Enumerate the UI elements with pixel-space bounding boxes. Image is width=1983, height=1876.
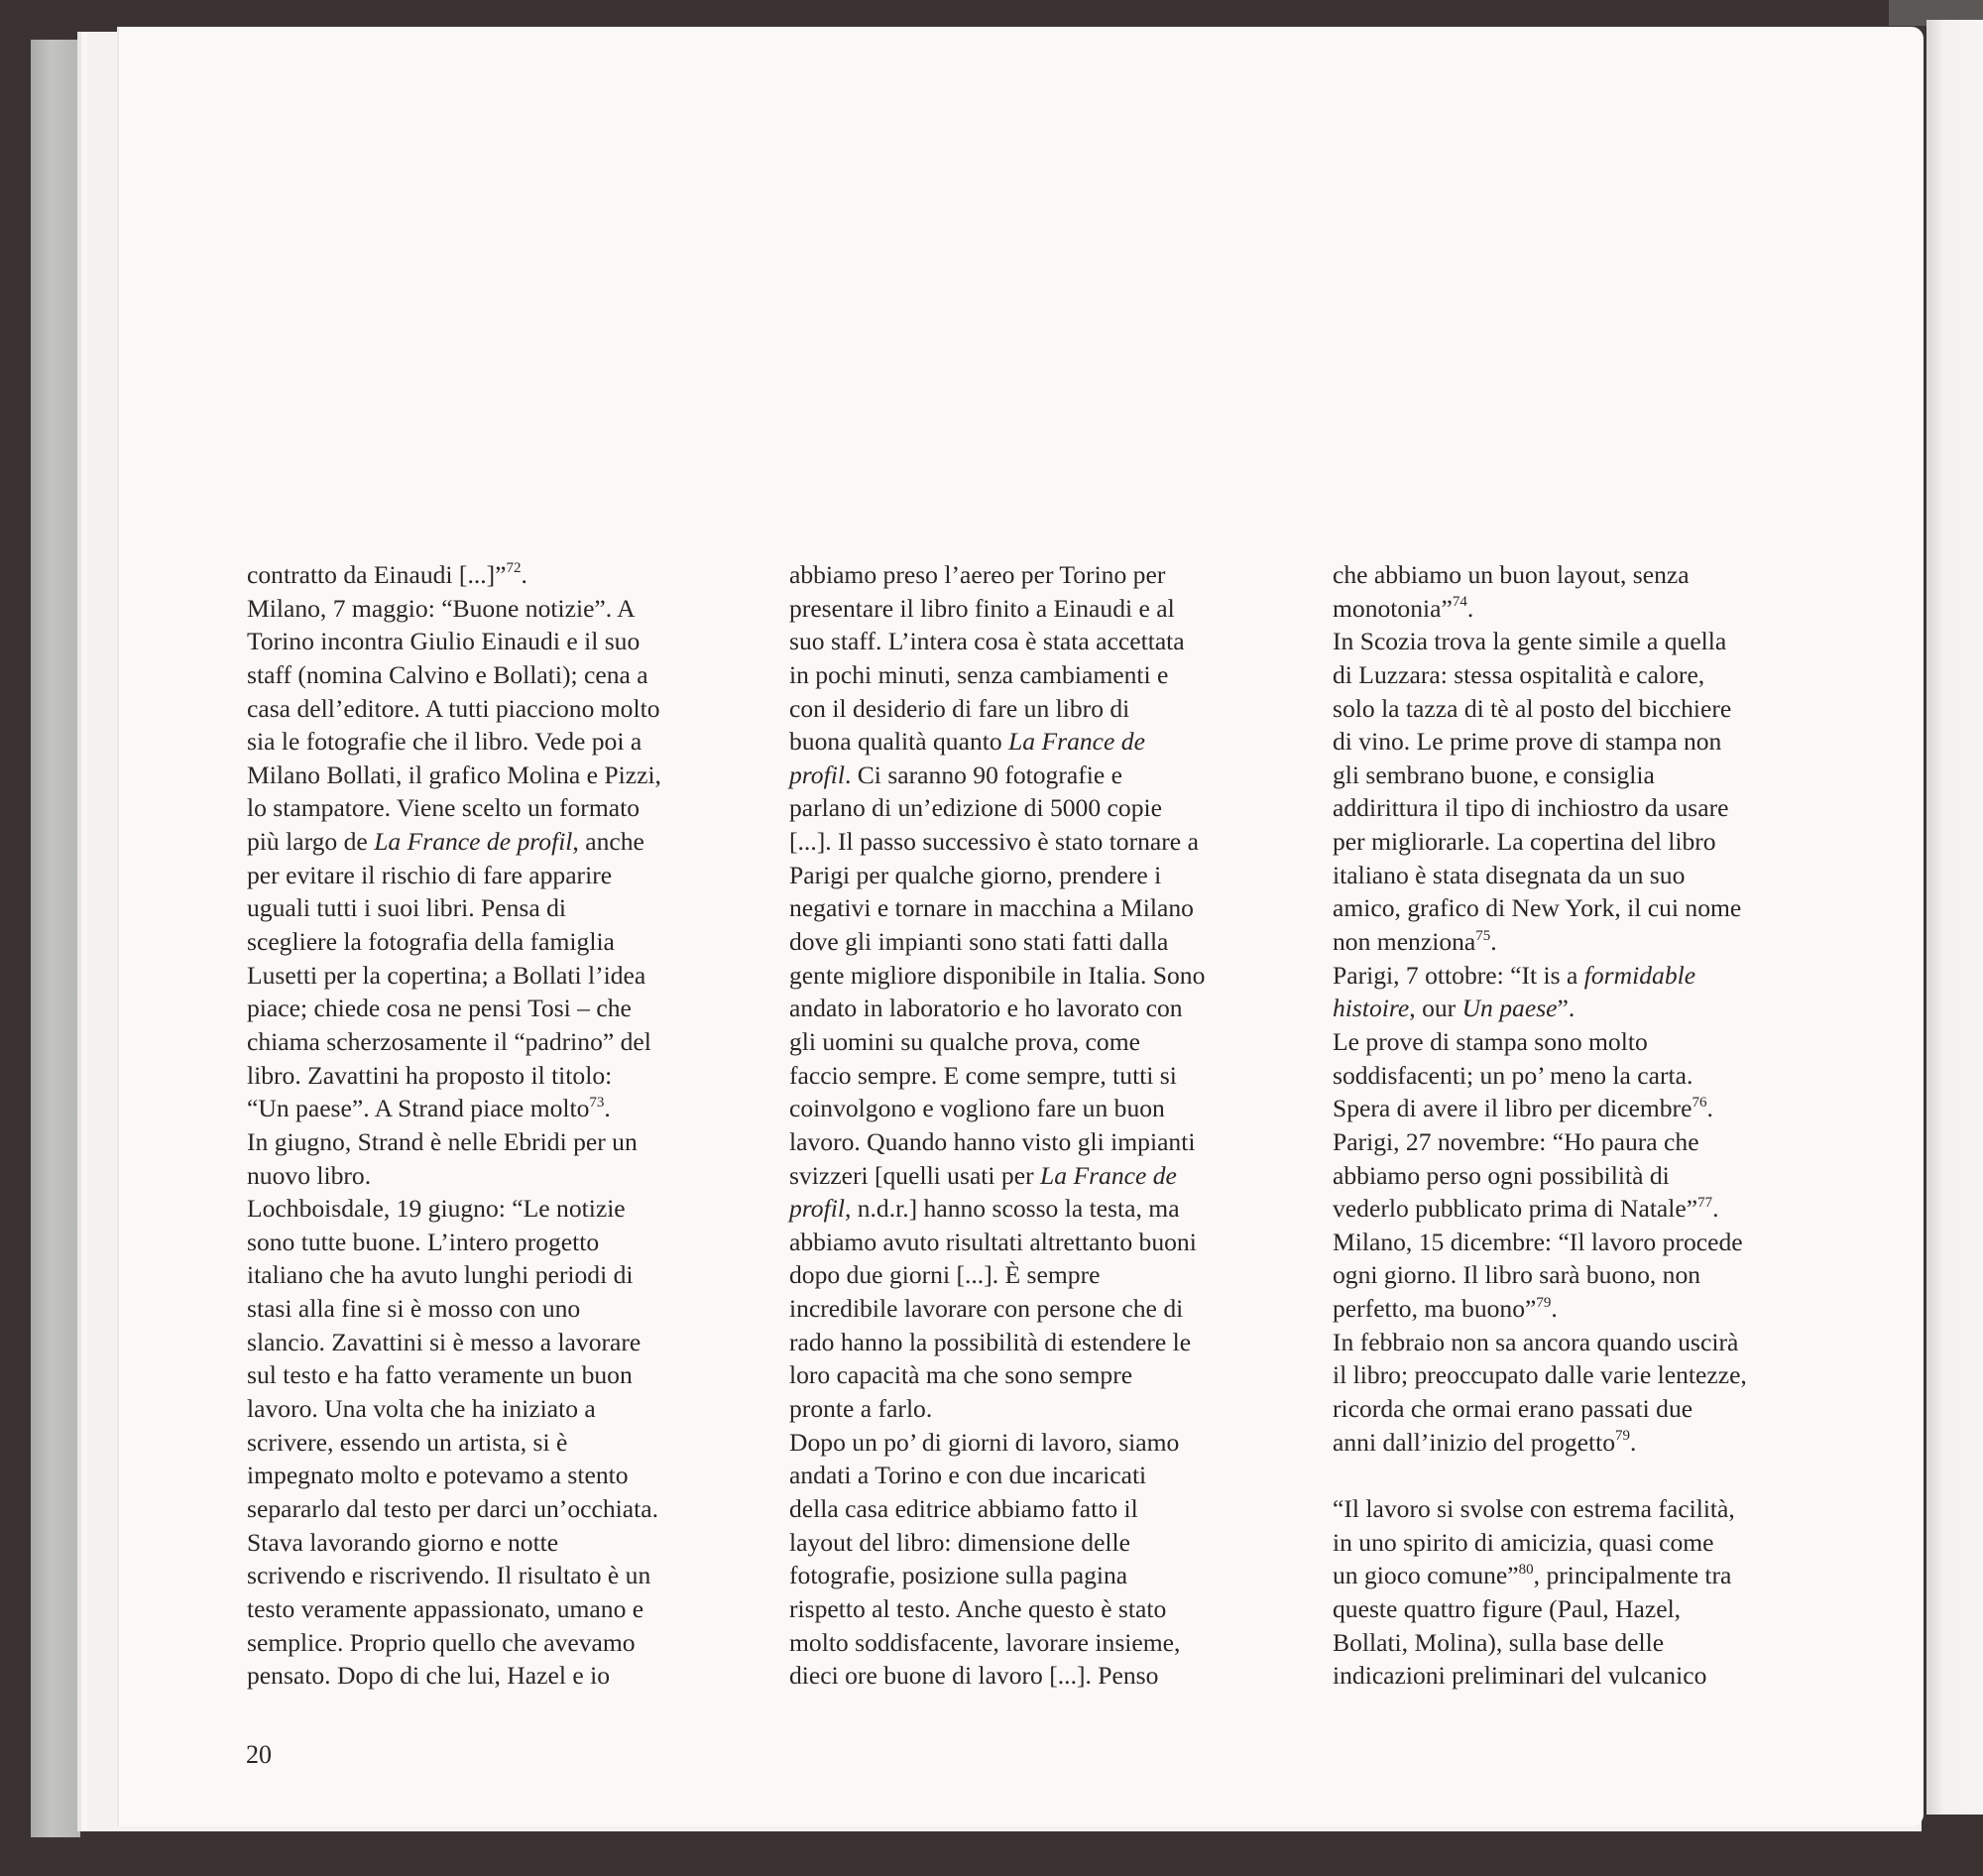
text-segment: dieci ore buone di lavoro [...]. Penso bbox=[789, 1661, 1159, 1691]
footnote-ref: 79 bbox=[1615, 1428, 1631, 1445]
text-line bbox=[789, 1592, 1205, 1626]
text-line bbox=[1333, 1659, 1747, 1693]
text-line bbox=[247, 1159, 661, 1193]
text-line bbox=[1333, 1192, 1747, 1226]
text-segment: non menziona bbox=[1333, 927, 1476, 957]
text-segment: . bbox=[1706, 1094, 1713, 1123]
text-line bbox=[1333, 925, 1747, 959]
italic-title: La France de bbox=[1040, 1160, 1177, 1190]
text-segment: slancio. Zavattini si è messo a lavorare bbox=[247, 1327, 642, 1356]
text-line bbox=[247, 1025, 661, 1059]
text-line bbox=[247, 1592, 661, 1626]
text-segment: Parigi per qualche giorno, prendere i bbox=[789, 860, 1162, 889]
text-segment: lavoro. Una volta che ha iniziato a bbox=[247, 1394, 596, 1424]
text-line bbox=[247, 1426, 661, 1460]
text-line bbox=[789, 1125, 1205, 1159]
text-segment: dove gli impianti sono stati fatti dalla bbox=[789, 927, 1169, 957]
text-line bbox=[247, 1092, 661, 1125]
text-segment: più largo de bbox=[247, 827, 375, 857]
text-segment: uguali tutti i suoi libri. Pensa di bbox=[247, 893, 567, 923]
text-segment: . bbox=[1712, 1194, 1719, 1224]
text-line bbox=[1333, 1159, 1747, 1193]
text-segment: sul testo e ha fatto veramente un buon bbox=[247, 1360, 633, 1390]
text-line bbox=[789, 1292, 1205, 1326]
text-segment: abbiamo preso l’aereo per Torino per bbox=[789, 560, 1166, 589]
text-segment: parlano di un’edizione di 5000 copie bbox=[789, 793, 1162, 823]
text-segment: testo veramente appassionato, umano e bbox=[247, 1593, 644, 1623]
italic-title: histoire bbox=[1333, 994, 1410, 1023]
text-segment: in uno spirito di amicizia, quasi come bbox=[1333, 1527, 1714, 1557]
text-line bbox=[1333, 658, 1747, 692]
text-line bbox=[1333, 1125, 1747, 1159]
text-line bbox=[247, 658, 661, 692]
text-column-1 bbox=[247, 558, 661, 1693]
text-line bbox=[789, 759, 1205, 792]
text-line bbox=[1333, 1326, 1747, 1359]
text-segment: di vino. Le prime prove di stampa non bbox=[1333, 727, 1722, 757]
italic-title: formidable bbox=[1583, 960, 1696, 990]
text-line bbox=[1333, 625, 1747, 658]
text-segment: impegnato molto e potevamo a stento bbox=[247, 1461, 629, 1490]
text-segment: In febbraio non sa ancora quando uscirà bbox=[1333, 1327, 1739, 1356]
text-line bbox=[247, 1226, 661, 1259]
text-segment: stasi alla fine si è mosso con uno bbox=[247, 1294, 581, 1324]
text-line bbox=[1333, 959, 1747, 993]
text-segment: abbiamo avuto risultati altrettanto buoni bbox=[789, 1227, 1197, 1256]
text-line bbox=[789, 1025, 1205, 1059]
text-segment: , our bbox=[1409, 994, 1462, 1023]
text-segment: contratto da Einaudi [...]” bbox=[247, 560, 507, 589]
text-line bbox=[789, 1358, 1205, 1392]
text-line bbox=[247, 759, 661, 792]
text-segment: ogni giorno. Il libro sarà buono, non bbox=[1333, 1260, 1701, 1290]
text-line bbox=[247, 1392, 661, 1426]
text-segment: semplice. Proprio quello che avevamo bbox=[247, 1627, 636, 1657]
text-line bbox=[1333, 1025, 1747, 1059]
text-segment: nuovo libro. bbox=[247, 1160, 372, 1190]
text-line bbox=[1333, 791, 1747, 825]
book-cover-edge bbox=[31, 40, 80, 1837]
text-line bbox=[789, 859, 1205, 892]
text-segment: “Il lavoro si svolse con estrema facilità, bbox=[1333, 1493, 1735, 1523]
text-segment: loro capacità ma che sono sempre bbox=[789, 1360, 1133, 1390]
text-segment: molto soddisfacente, lavorare insieme, bbox=[789, 1627, 1181, 1657]
text-segment: lavoro. Quando hanno visto gli impianti bbox=[789, 1126, 1196, 1156]
text-line bbox=[1333, 1426, 1747, 1460]
text-segment: per evitare il rischio di fare apparire bbox=[247, 860, 613, 889]
text-segment: gli uomini su qualche prova, come bbox=[789, 1026, 1140, 1056]
text-segment: , anche bbox=[572, 827, 644, 857]
text-segment: Lochboisdale, 19 giugno: “Le notizie bbox=[247, 1194, 626, 1224]
text-line bbox=[247, 1459, 661, 1492]
text-segment: Bollati, Molina), sulla base delle bbox=[1333, 1627, 1665, 1657]
text-segment: In Scozia trova la gente simile a quella bbox=[1333, 627, 1727, 656]
text-segment: piace; chiede cosa ne pensi Tosi – che bbox=[247, 994, 632, 1023]
text-line bbox=[789, 658, 1205, 692]
text-line bbox=[789, 1659, 1205, 1693]
text-line bbox=[789, 891, 1205, 925]
text-segment: layout del libro: dimensione delle bbox=[789, 1527, 1131, 1557]
text-line bbox=[1333, 1626, 1747, 1660]
text-segment: , principalmente tra bbox=[1533, 1561, 1732, 1590]
text-line bbox=[789, 1426, 1205, 1460]
text-segment: Spera di avere il libro per dicembre bbox=[1333, 1094, 1692, 1123]
text-segment: pensato. Dopo di che lui, Hazel e io bbox=[247, 1661, 611, 1691]
text-segment: con il desiderio di fare un libro di bbox=[789, 693, 1130, 723]
text-segment: fotografie, posizione sulla pagina bbox=[789, 1561, 1128, 1590]
text-segment: pronte a farlo. bbox=[789, 1394, 933, 1424]
text-segment: queste quattro figure (Paul, Hazel, bbox=[1333, 1593, 1682, 1623]
text-segment: gente migliore disponibile in Italia. Sono bbox=[789, 960, 1206, 990]
text-line bbox=[247, 692, 661, 726]
text-line bbox=[247, 558, 661, 592]
text-segment: libro. Zavattini ha proposto il titolo: bbox=[247, 1060, 613, 1090]
text-line bbox=[1333, 759, 1747, 792]
text-line bbox=[789, 1258, 1205, 1292]
text-line bbox=[789, 1326, 1205, 1359]
text-line bbox=[789, 791, 1205, 825]
paragraph-gap bbox=[1333, 1459, 1747, 1492]
text-line bbox=[789, 692, 1205, 726]
text-segment: per migliorarle. La copertina del libro bbox=[1333, 827, 1716, 857]
text-segment: di Luzzara: stessa ospitalità e calore, bbox=[1333, 659, 1705, 689]
text-line bbox=[247, 1659, 661, 1693]
text-segment: staff (nomina Calvino e Bollati); cena a bbox=[247, 659, 648, 689]
text-line bbox=[789, 1059, 1205, 1093]
text-line bbox=[247, 1358, 661, 1392]
text-line bbox=[247, 891, 661, 925]
text-line bbox=[247, 1326, 661, 1359]
text-segment: anni dall’inizio del progetto bbox=[1333, 1427, 1616, 1457]
text-segment: suo staff. L’intera cosa è stata accettata bbox=[789, 627, 1185, 656]
text-segment: “Un paese”. A Strand piace molto bbox=[247, 1094, 590, 1123]
text-line bbox=[789, 1526, 1205, 1560]
text-line bbox=[1333, 1092, 1747, 1125]
text-line bbox=[247, 1192, 661, 1226]
text-line bbox=[1333, 992, 1747, 1025]
text-segment: separarlo dal testo per darci un’occhiata. bbox=[247, 1493, 658, 1523]
text-segment: ricorda che ormai erano passati due bbox=[1333, 1394, 1693, 1424]
text-segment: della casa editrice abbiamo fatto il bbox=[789, 1493, 1138, 1523]
text-segment: un gioco comune” bbox=[1333, 1561, 1519, 1590]
text-segment: soddisfacenti; un po’ meno la carta. bbox=[1333, 1060, 1693, 1090]
text-line bbox=[1333, 1059, 1747, 1093]
text-segment: rado hanno la possibilità di estendere le bbox=[789, 1327, 1192, 1356]
text-segment: scegliere la fotografia della famiglia bbox=[247, 927, 615, 957]
text-line bbox=[247, 1559, 661, 1592]
text-line bbox=[247, 992, 661, 1025]
text-segment: negativi e tornare in macchina a Milano bbox=[789, 893, 1194, 923]
text-segment: amico, grafico di New York, il cui nome bbox=[1333, 893, 1742, 923]
text-segment: svizzeri [quelli usati per bbox=[789, 1160, 1041, 1190]
text-segment: vederlo pubblicato prima di Natale” bbox=[1333, 1194, 1698, 1224]
text-line bbox=[789, 1392, 1205, 1426]
text-line bbox=[247, 725, 661, 759]
text-column-2 bbox=[789, 558, 1205, 1693]
text-segment: . bbox=[1551, 1294, 1558, 1324]
text-line bbox=[1333, 891, 1747, 925]
footnote-ref: 79 bbox=[1536, 1294, 1552, 1311]
italic-title: profil bbox=[789, 760, 845, 789]
text-segment: Le prove di stampa sono molto bbox=[1333, 1026, 1648, 1056]
text-segment: chiama scherzosamente il “padrino” del bbox=[247, 1026, 651, 1056]
italic-title: La France de profil bbox=[374, 827, 573, 857]
text-line bbox=[789, 1192, 1205, 1226]
footnote-ref: 74 bbox=[1452, 594, 1467, 611]
text-segment: presentare il libro finito a Einaudi e al bbox=[789, 593, 1175, 623]
text-segment: andato in laboratorio e ho lavorato con bbox=[789, 994, 1183, 1023]
text-segment: scrivere, essendo un artista, si è bbox=[247, 1427, 568, 1457]
text-line bbox=[789, 1559, 1205, 1592]
text-segment: lo stampatore. Viene scelto un formato bbox=[247, 793, 641, 823]
text-segment: . bbox=[604, 1094, 611, 1123]
text-segment: Parigi, 7 ottobre: “It is a bbox=[1333, 960, 1584, 990]
text-segment: solo la tazza di tè al posto del bicchiere bbox=[1333, 693, 1732, 723]
text-line bbox=[789, 1459, 1205, 1492]
text-segment: monotonia” bbox=[1333, 593, 1453, 623]
text-segment: Milano Bollati, il grafico Molina e Pizzi, bbox=[247, 760, 661, 789]
text-segment: sono tutte buone. L’intero progetto bbox=[247, 1227, 600, 1256]
text-segment: gli sembrano buone, e consiglia bbox=[1333, 760, 1655, 789]
text-segment: . Ci saranno 90 fotografie e bbox=[844, 760, 1122, 789]
text-segment: . bbox=[1490, 927, 1497, 957]
text-segment: Dopo un po’ di giorni di lavoro, siamo bbox=[789, 1427, 1180, 1457]
footnote-ref: 75 bbox=[1475, 927, 1491, 944]
text-segment: dopo due giorni [...]. È sempre bbox=[789, 1260, 1101, 1290]
text-segment: italiano è stata disegnata da un suo bbox=[1333, 860, 1686, 889]
text-line bbox=[247, 925, 661, 959]
text-line bbox=[247, 859, 661, 892]
footnote-ref: 76 bbox=[1691, 1094, 1707, 1111]
text-line bbox=[247, 1492, 661, 1526]
text-segment: in pochi minuti, senza cambiamenti e bbox=[789, 659, 1169, 689]
text-line bbox=[789, 625, 1205, 658]
footnote-ref: 72 bbox=[506, 560, 522, 577]
text-line bbox=[789, 725, 1205, 759]
text-segment: incredibile lavorare con persone che di bbox=[789, 1294, 1184, 1324]
text-segment: , n.d.r.] hanno scosso la testa, ma bbox=[844, 1194, 1180, 1224]
text-segment: che abbiamo un buon layout, senza bbox=[1333, 560, 1690, 589]
text-line bbox=[1333, 1358, 1747, 1392]
text-segment: scrivendo e riscrivendo. Il risultato è un bbox=[247, 1561, 651, 1590]
text-line bbox=[1333, 1292, 1747, 1326]
text-column-3 bbox=[1333, 558, 1747, 1693]
text-line bbox=[789, 1626, 1205, 1660]
text-segment: addirittura il tipo di inchiostro da usare bbox=[1333, 793, 1729, 823]
text-segment: indicazioni preliminari del vulcanico bbox=[1333, 1661, 1707, 1691]
text-segment: perfetto, ma buono” bbox=[1333, 1294, 1537, 1324]
text-segment: andati a Torino e con due incaricati bbox=[789, 1461, 1147, 1490]
text-line bbox=[789, 1226, 1205, 1259]
text-line bbox=[247, 1258, 661, 1292]
italic-title: La France de bbox=[1008, 727, 1145, 757]
text-line bbox=[789, 1092, 1205, 1125]
text-line bbox=[1333, 859, 1747, 892]
text-line bbox=[789, 925, 1205, 959]
text-line bbox=[789, 592, 1205, 626]
text-line bbox=[247, 625, 661, 658]
text-line bbox=[1333, 1226, 1747, 1259]
facing-page-edge bbox=[1926, 20, 1983, 1815]
text-line bbox=[1333, 1592, 1747, 1626]
text-line bbox=[1333, 725, 1747, 759]
text-line bbox=[247, 1626, 661, 1660]
text-segment: . bbox=[1466, 593, 1474, 623]
text-line bbox=[789, 825, 1205, 859]
text-line bbox=[789, 1492, 1205, 1526]
italic-title: profil bbox=[789, 1194, 845, 1224]
text-segment: faccio sempre. E come sempre, tutti si bbox=[789, 1060, 1177, 1090]
text-segment: Lusetti per la copertina; a Bollati l’idea bbox=[247, 960, 646, 990]
text-line bbox=[1333, 1492, 1747, 1526]
italic-title: Un paese bbox=[1461, 994, 1558, 1023]
text-segment: sia le fotografie che il libro. Vede poi a bbox=[247, 727, 642, 757]
text-segment: buona qualità quanto bbox=[789, 727, 1009, 757]
page-number: 20 bbox=[246, 1740, 272, 1769]
text-line bbox=[247, 1125, 661, 1159]
text-segment: . bbox=[521, 560, 527, 589]
text-line bbox=[1333, 1526, 1747, 1560]
text-segment: Torino incontra Giulio Einaudi e il suo bbox=[247, 627, 641, 656]
text-line bbox=[247, 1526, 661, 1560]
text-line bbox=[247, 791, 661, 825]
text-line bbox=[1333, 1258, 1747, 1292]
footnote-ref: 77 bbox=[1697, 1194, 1713, 1211]
text-line bbox=[789, 558, 1205, 592]
text-line bbox=[1333, 1559, 1747, 1592]
text-segment: Milano, 7 maggio: “Buone notizie”. A bbox=[247, 593, 636, 623]
text-segment: il libro; preoccupato dalle varie lentezze, bbox=[1333, 1360, 1747, 1390]
text-line bbox=[789, 1159, 1205, 1193]
text-line bbox=[789, 992, 1205, 1025]
text-segment: Stava lavorando giorno e notte bbox=[247, 1527, 559, 1557]
text-segment: In giugno, Strand è nelle Ebridi per un bbox=[247, 1126, 638, 1156]
text-line bbox=[1333, 825, 1747, 859]
text-segment: . bbox=[1630, 1427, 1637, 1457]
text-line bbox=[1333, 692, 1747, 726]
text-segment: casa dell’editore. A tutti piacciono molto bbox=[247, 693, 660, 723]
footnote-ref: 73 bbox=[589, 1094, 605, 1111]
text-segment: italiano che ha avuto lunghi periodi di bbox=[247, 1260, 634, 1290]
footnote-ref: 80 bbox=[1518, 1561, 1534, 1578]
text-line bbox=[1333, 1392, 1747, 1426]
text-line bbox=[247, 959, 661, 993]
text-segment: Parigi, 27 novembre: “Ho paura che bbox=[1333, 1126, 1699, 1156]
text-segment: coinvolgono e vogliono fare un buon bbox=[789, 1094, 1165, 1123]
text-line bbox=[247, 592, 661, 626]
text-segment: Milano, 15 dicembre: “Il lavoro procede bbox=[1333, 1227, 1743, 1256]
text-segment: ”. bbox=[1557, 994, 1575, 1023]
text-line bbox=[1333, 558, 1747, 592]
text-line bbox=[789, 959, 1205, 993]
text-segment: [...]. Il passo successivo è stato tornare a bbox=[789, 827, 1199, 857]
text-segment: abbiamo perso ogni possibilità di bbox=[1333, 1160, 1670, 1190]
text-line bbox=[247, 1059, 661, 1093]
text-line bbox=[247, 825, 661, 859]
text-segment: rispetto al testo. Anche questo è stato bbox=[789, 1593, 1167, 1623]
text-line bbox=[247, 1292, 661, 1326]
text-line bbox=[1333, 592, 1747, 626]
